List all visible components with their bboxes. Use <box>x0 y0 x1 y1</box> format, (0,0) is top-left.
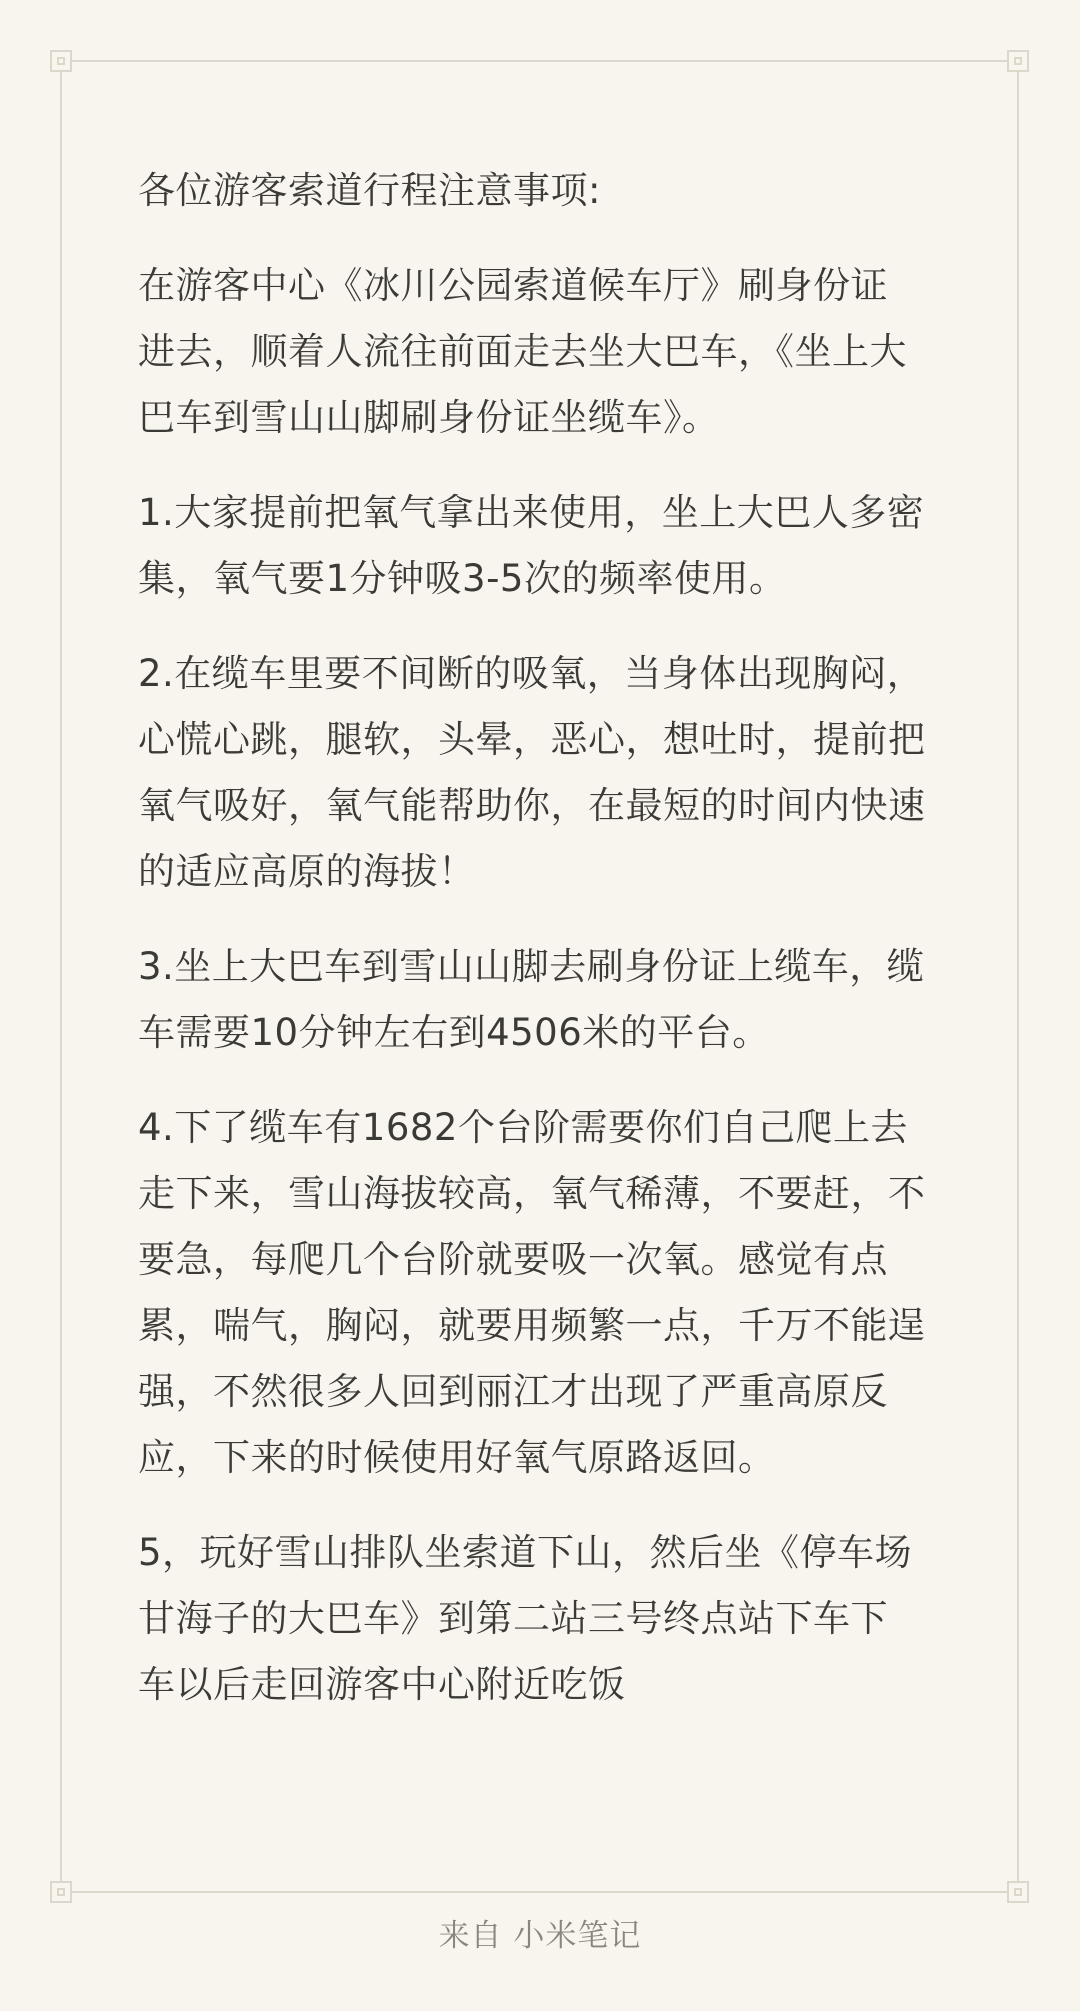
note-source-footer: 来自 小米笔记 <box>438 1918 642 1954</box>
note-line: 进去，顺着人流往前面走去坐大巴车，《坐上大 <box>138 330 907 373</box>
note-line: 5，玩好雪山排队坐索道下山，然后坐《停车场 <box>138 1531 913 1574</box>
note-title-text: 各位游客索道行程注意事项: <box>138 169 601 212</box>
note-line: 在游客中心《冰川公园索道候车厅》刷身份证 <box>138 264 888 307</box>
note-paragraph <box>138 641 958 905</box>
note-line: 要急，每爬几个台阶就要吸一次氧。感觉有点 <box>138 1238 888 1281</box>
frame-corner-ornament <box>50 50 72 72</box>
note-line: 巴车到雪山山脚刷身份证坐缆车》。 <box>138 396 720 439</box>
note-content[interactable] <box>138 158 958 1747</box>
note-line: 的适应高原的海拔！ <box>138 850 476 893</box>
note-line: 集，氧气要1分钟吸3-5次的频率使用。 <box>138 557 787 600</box>
note-line: 车以后走回游客中心附近吃饭 <box>138 1663 626 1706</box>
note-line: 强，不然很多人回到丽江才出现了严重高原反 <box>138 1370 888 1413</box>
note-paragraph <box>138 934 958 1066</box>
note-title <box>138 158 958 224</box>
note-paragraph <box>138 1095 958 1491</box>
note-line: 2.在缆车里要不间断的吸氧，当身体出现胸闷， <box>138 652 925 695</box>
note-line: 车需要10分钟左右到4506米的平台。 <box>138 1011 770 1054</box>
note-line: 心慌心跳，腿软，头晕，恶心，想吐时，提前把 <box>138 718 926 761</box>
frame-corner-ornament <box>1007 50 1029 72</box>
note-paragraph <box>138 1520 958 1718</box>
frame-corner-ornament <box>50 1881 72 1903</box>
note-line: 3.坐上大巴车到雪山山脚去刷身份证上缆车，缆 <box>138 945 925 988</box>
note-line: 氧气吸好，氧气能帮助你，在最短的时间内快速 <box>138 784 926 827</box>
note-line: 走下来，雪山海拔较高，氧气稀薄，不要赶，不 <box>138 1172 926 1215</box>
note-paragraph <box>138 253 958 451</box>
note-line: 甘海子的大巴车》到第二站三号终点站下车下 <box>138 1597 888 1640</box>
note-line: 应，下来的时候使用好氧气原路返回。 <box>138 1436 776 1479</box>
note-line: 1.大家提前把氧气拿出来使用，坐上大巴人多密 <box>138 491 925 534</box>
note-line: 4.下了缆车有1682个台阶需要你们自己爬上去 <box>138 1106 908 1149</box>
note-paragraph <box>138 480 958 612</box>
note-line: 累，喘气，胸闷，就要用频繁一点，千万不能逞 <box>138 1304 926 1347</box>
frame-corner-ornament <box>1007 1881 1029 1903</box>
